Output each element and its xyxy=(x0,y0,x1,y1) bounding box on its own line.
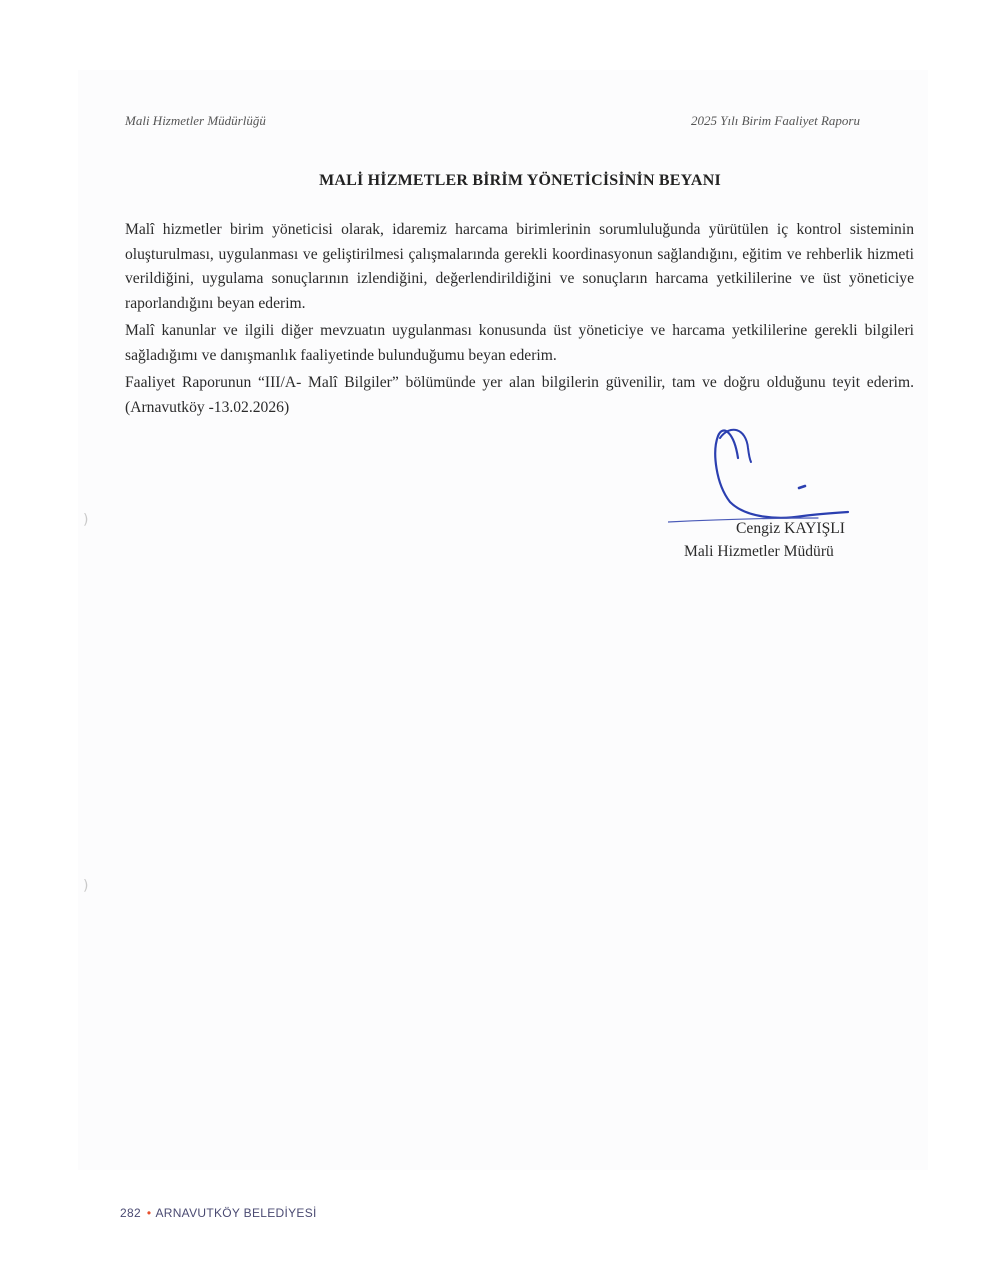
declaration-paragraph-3: Faaliyet Raporunun “III/A- Malî Bilgiler” bölümünde yer alan bilgilerin güvenilir, tam ve doğru olduğunu teyit ederim. (Arnavutköy -13.02.2026) xyxy=(125,374,914,416)
footer-organization: ARNAVUTKÖY BELEDİYESİ xyxy=(155,1206,317,1220)
punch-mark: ) xyxy=(83,512,89,528)
punch-mark: ) xyxy=(83,878,89,894)
header-report-title: 2025 Yılı Birim Faaliyet Raporu xyxy=(691,113,860,128)
signer-name: Cengiz KAYIŞLI xyxy=(736,520,846,537)
declaration-paragraph-2: Malî kanunlar ve ilgili diğer mevzuatın uygulanması konusunda üst yöneticiye ve harcama yetkililerine gerekli bilgileri sağladığımı ve danışmanlık faaliyetinde bulunduğumu beyan ederim. xyxy=(125,322,914,364)
declaration-body xyxy=(125,218,914,423)
page-footer xyxy=(120,1206,317,1220)
declaration-paragraph-1: Malî hizmetler birim yöneticisi olarak, idaremiz harcama birimlerinin sorumluluğunda yürütülen iç kontrol sisteminin oluşturulması, uygulanması ve geliştirilmesi çalışmalarında gerekli koordinasyonun sağlandığını, eğitim ve rehberlik hizmeti verildiğini, uygulama sonuçlarının izlendiğini, değerlendirildiğini ve sonuçların harcama yetkililerine ve üst yöneticiye raporlandığını beyan ederim. xyxy=(125,221,914,312)
signature-dash-stroke xyxy=(799,486,805,488)
footer-bullet: • xyxy=(146,1206,152,1220)
page-number: 282 xyxy=(120,1206,141,1220)
header-department: Mali Hizmetler Müdürlüğü xyxy=(125,113,266,128)
page-title: MALİ HİZMETLER BİRİM YÖNETİCİSİNİN BEYANI xyxy=(319,172,721,189)
signature-loop-stroke xyxy=(715,431,848,518)
signer-title: Mali Hizmetler Müdürü xyxy=(684,543,834,560)
